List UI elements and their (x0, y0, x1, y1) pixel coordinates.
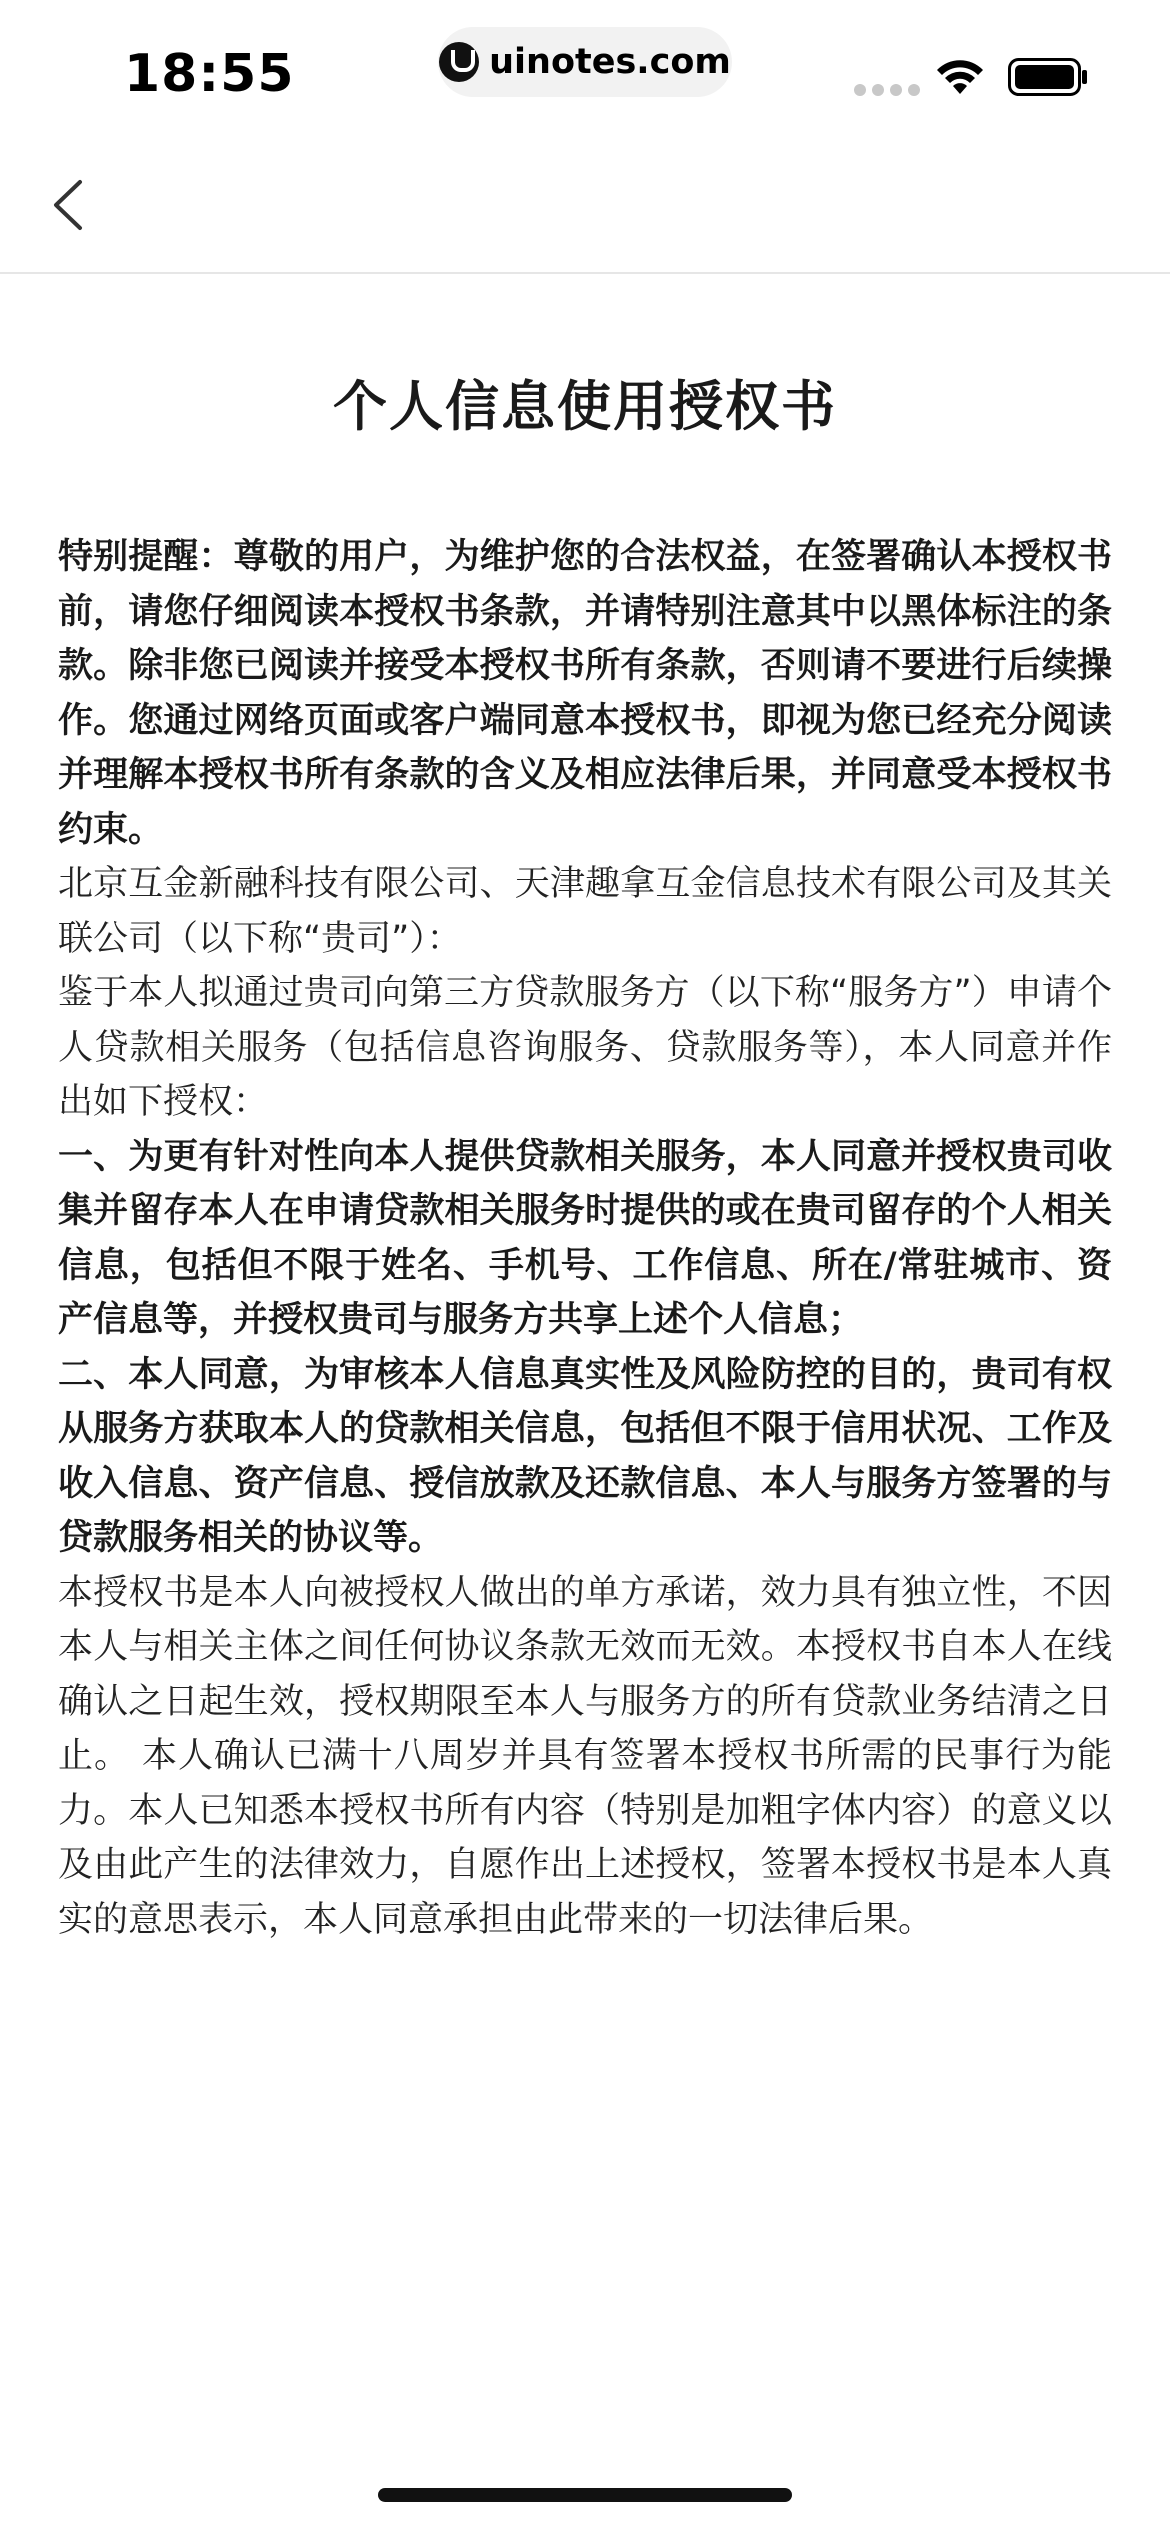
url-pill[interactable] (438, 27, 732, 97)
home-indicator[interactable] (378, 2488, 792, 2502)
preamble-paragraph: 鉴于本人拟通过贵司向第三方贷款服务方（以下称“服务方”）申请个人贷款相关服务（包括信息咨询服务、贷款服务等），本人同意并作出如下授权： (58, 973, 1112, 1122)
uinotes-logo-icon (439, 42, 479, 82)
wifi-icon (936, 58, 984, 98)
url-text: uinotes.com (489, 42, 731, 82)
status-bar (0, 0, 1170, 140)
clause-two-paragraph: 二、本人同意，为审核本人信息真实性及风险防控的目的，贵司有权从服务方获取本人的贷款相关信息，包括但不限于信用状况、工作及收入信息、资产信息、授信放款及还款信息、本人与服务方签署的与贷款服务相关的协议等。 (58, 1354, 1112, 1558)
nav-bar (0, 140, 1170, 274)
chevron-left-icon (36, 170, 106, 240)
page-title: 个人信息使用授权书 (333, 375, 837, 438)
signal-icon (854, 84, 920, 96)
back-button[interactable] (36, 170, 106, 240)
clause-one-paragraph: 一、为更有针对性向本人提供贷款相关服务，本人同意并授权贵司收集并留存本人在申请贷款相关服务时提供的或在贵司留存的个人相关信息，包括但不限于姓名、手机号、工作信息、所在/常驻城市、资产信息等，并授权贵司与服务方共享上述个人信息； (58, 1136, 1112, 1340)
special-notice-paragraph: 特别提醒：尊敬的用户，为维护您的合法权益，在签署确认本授权书前，请您仔细阅读本授权书条款，并请特别注意其中以黑体标注的条款。除非您已阅读并接受本授权书所有条款，否则请不要进行后续操作。您通过网络页面或客户端同意本授权书，即视为您已经充分阅读并理解本授权书所有条款的含义及相应法律后果，并同意受本授权书约束。 (58, 537, 1112, 850)
document-body (58, 530, 1112, 1947)
status-time: 18:55 (124, 44, 295, 104)
battery-icon (1008, 58, 1088, 96)
closing-paragraph: 本授权书是本人向被授权人做出的单方承诺，效力具有独立性，不因本人与相关主体之间任何协议条款无效而无效。本授权书自本人在线确认之日起生效，授权期限至本人与服务方的所有贷款业务结清之日止。 本人确认已满十八周岁并具有签署本授权书所需的民事行为能力。本人已知悉本授权书所有内容（特别是加粗字体内容）的意义以及由此产生的法律效力，自愿作出上述授权，签署本授权书是本人真实的意思表示，本人同意承担由此带来的一切法律后果。 (58, 1572, 1112, 1940)
addressee-paragraph: 北京互金新融科技有限公司、天津趣拿互金信息技术有限公司及其关联公司（以下称“贵司”）： (58, 864, 1112, 959)
